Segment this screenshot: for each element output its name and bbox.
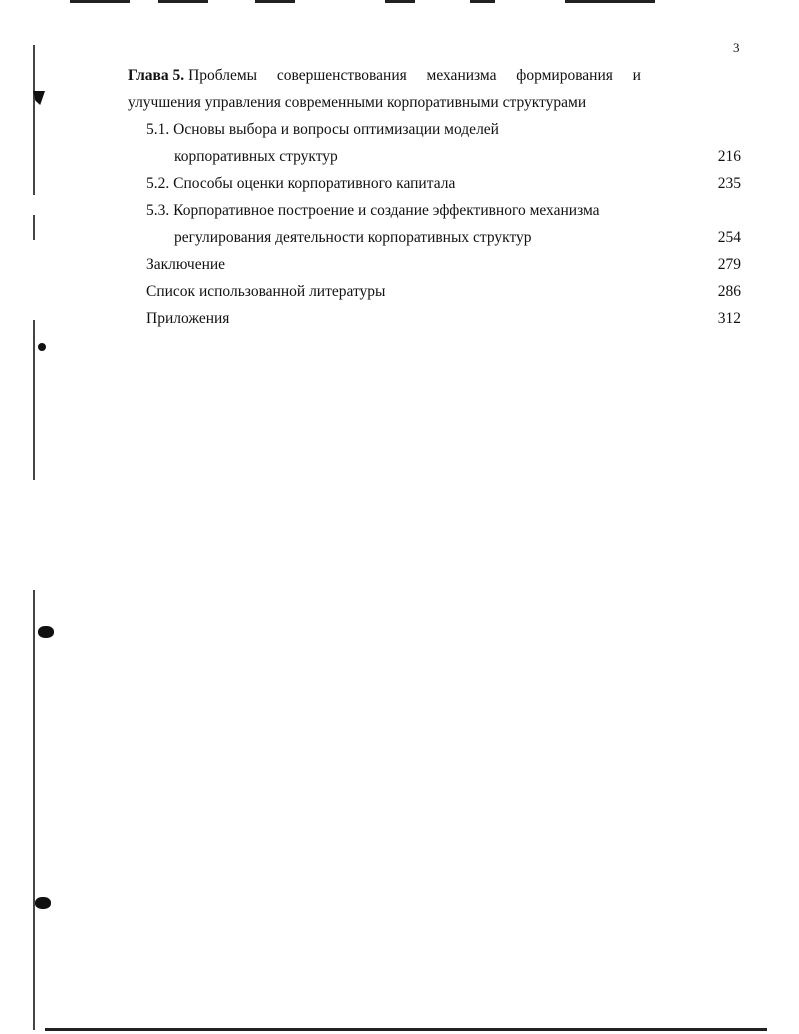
chapter-heading <box>128 67 641 85</box>
chapter-word: механизма <box>426 67 497 84</box>
toc-entry-page: 216 <box>717 148 741 165</box>
chapter-word: формирования <box>516 67 613 84</box>
chapter-word: совершенствования <box>276 67 407 84</box>
toc-entry-title-cont: корпоративных структур <box>174 148 338 165</box>
page-number: 3 <box>733 40 740 55</box>
toc-entry-title: Приложения <box>146 310 230 327</box>
toc-entry-title-cont: регулирования деятельности корпоративных структур <box>174 229 532 246</box>
toc-entry-title: 5.3. Корпоративное построение и создание эффективного механизма <box>146 202 600 219</box>
punch-hole-2 <box>38 343 46 351</box>
toc-entry-title: 5.1. Основы выбора и вопросы оптимизации моделей <box>146 121 499 138</box>
punch-hole-4 <box>35 897 51 909</box>
toc-entry-title: 5.2. Способы оценки корпоративного капитала <box>146 175 456 192</box>
scan-edge-top-1 <box>70 0 130 3</box>
scan-left-edge-2 <box>33 215 35 240</box>
chapter-heading-line1 <box>128 67 641 85</box>
toc-entry-page: 254 <box>717 229 741 246</box>
toc-entry-title: Список использованной литературы <box>146 283 386 300</box>
scan-edge-top-2 <box>158 0 208 3</box>
toc-entry-page: 286 <box>717 283 741 300</box>
scan-left-edge-1 <box>33 45 35 195</box>
toc-entry-title: Заключение <box>146 256 226 273</box>
punch-hole-1 <box>33 91 45 105</box>
scan-left-edge-4 <box>33 590 35 1030</box>
scan-left-edge-3 <box>33 320 35 480</box>
chapter-label: Глава 5. <box>128 67 185 84</box>
toc-entry-page: 312 <box>717 310 741 327</box>
scan-edge-top-5 <box>470 0 495 3</box>
scan-edge-top-4 <box>385 0 415 3</box>
chapter-word: и <box>632 67 641 84</box>
scan-edge-top-3 <box>255 0 295 3</box>
toc-entry-page: 235 <box>717 175 741 192</box>
chapter-word: Проблемы <box>188 67 258 84</box>
chapter-heading-line2: улучшения управления современными корпоративными структурами <box>128 94 587 111</box>
punch-hole-3 <box>38 626 54 638</box>
scan-edge-bottom <box>45 1028 767 1031</box>
scan-edge-top-6 <box>565 0 655 3</box>
toc-entry-page: 279 <box>717 256 741 273</box>
